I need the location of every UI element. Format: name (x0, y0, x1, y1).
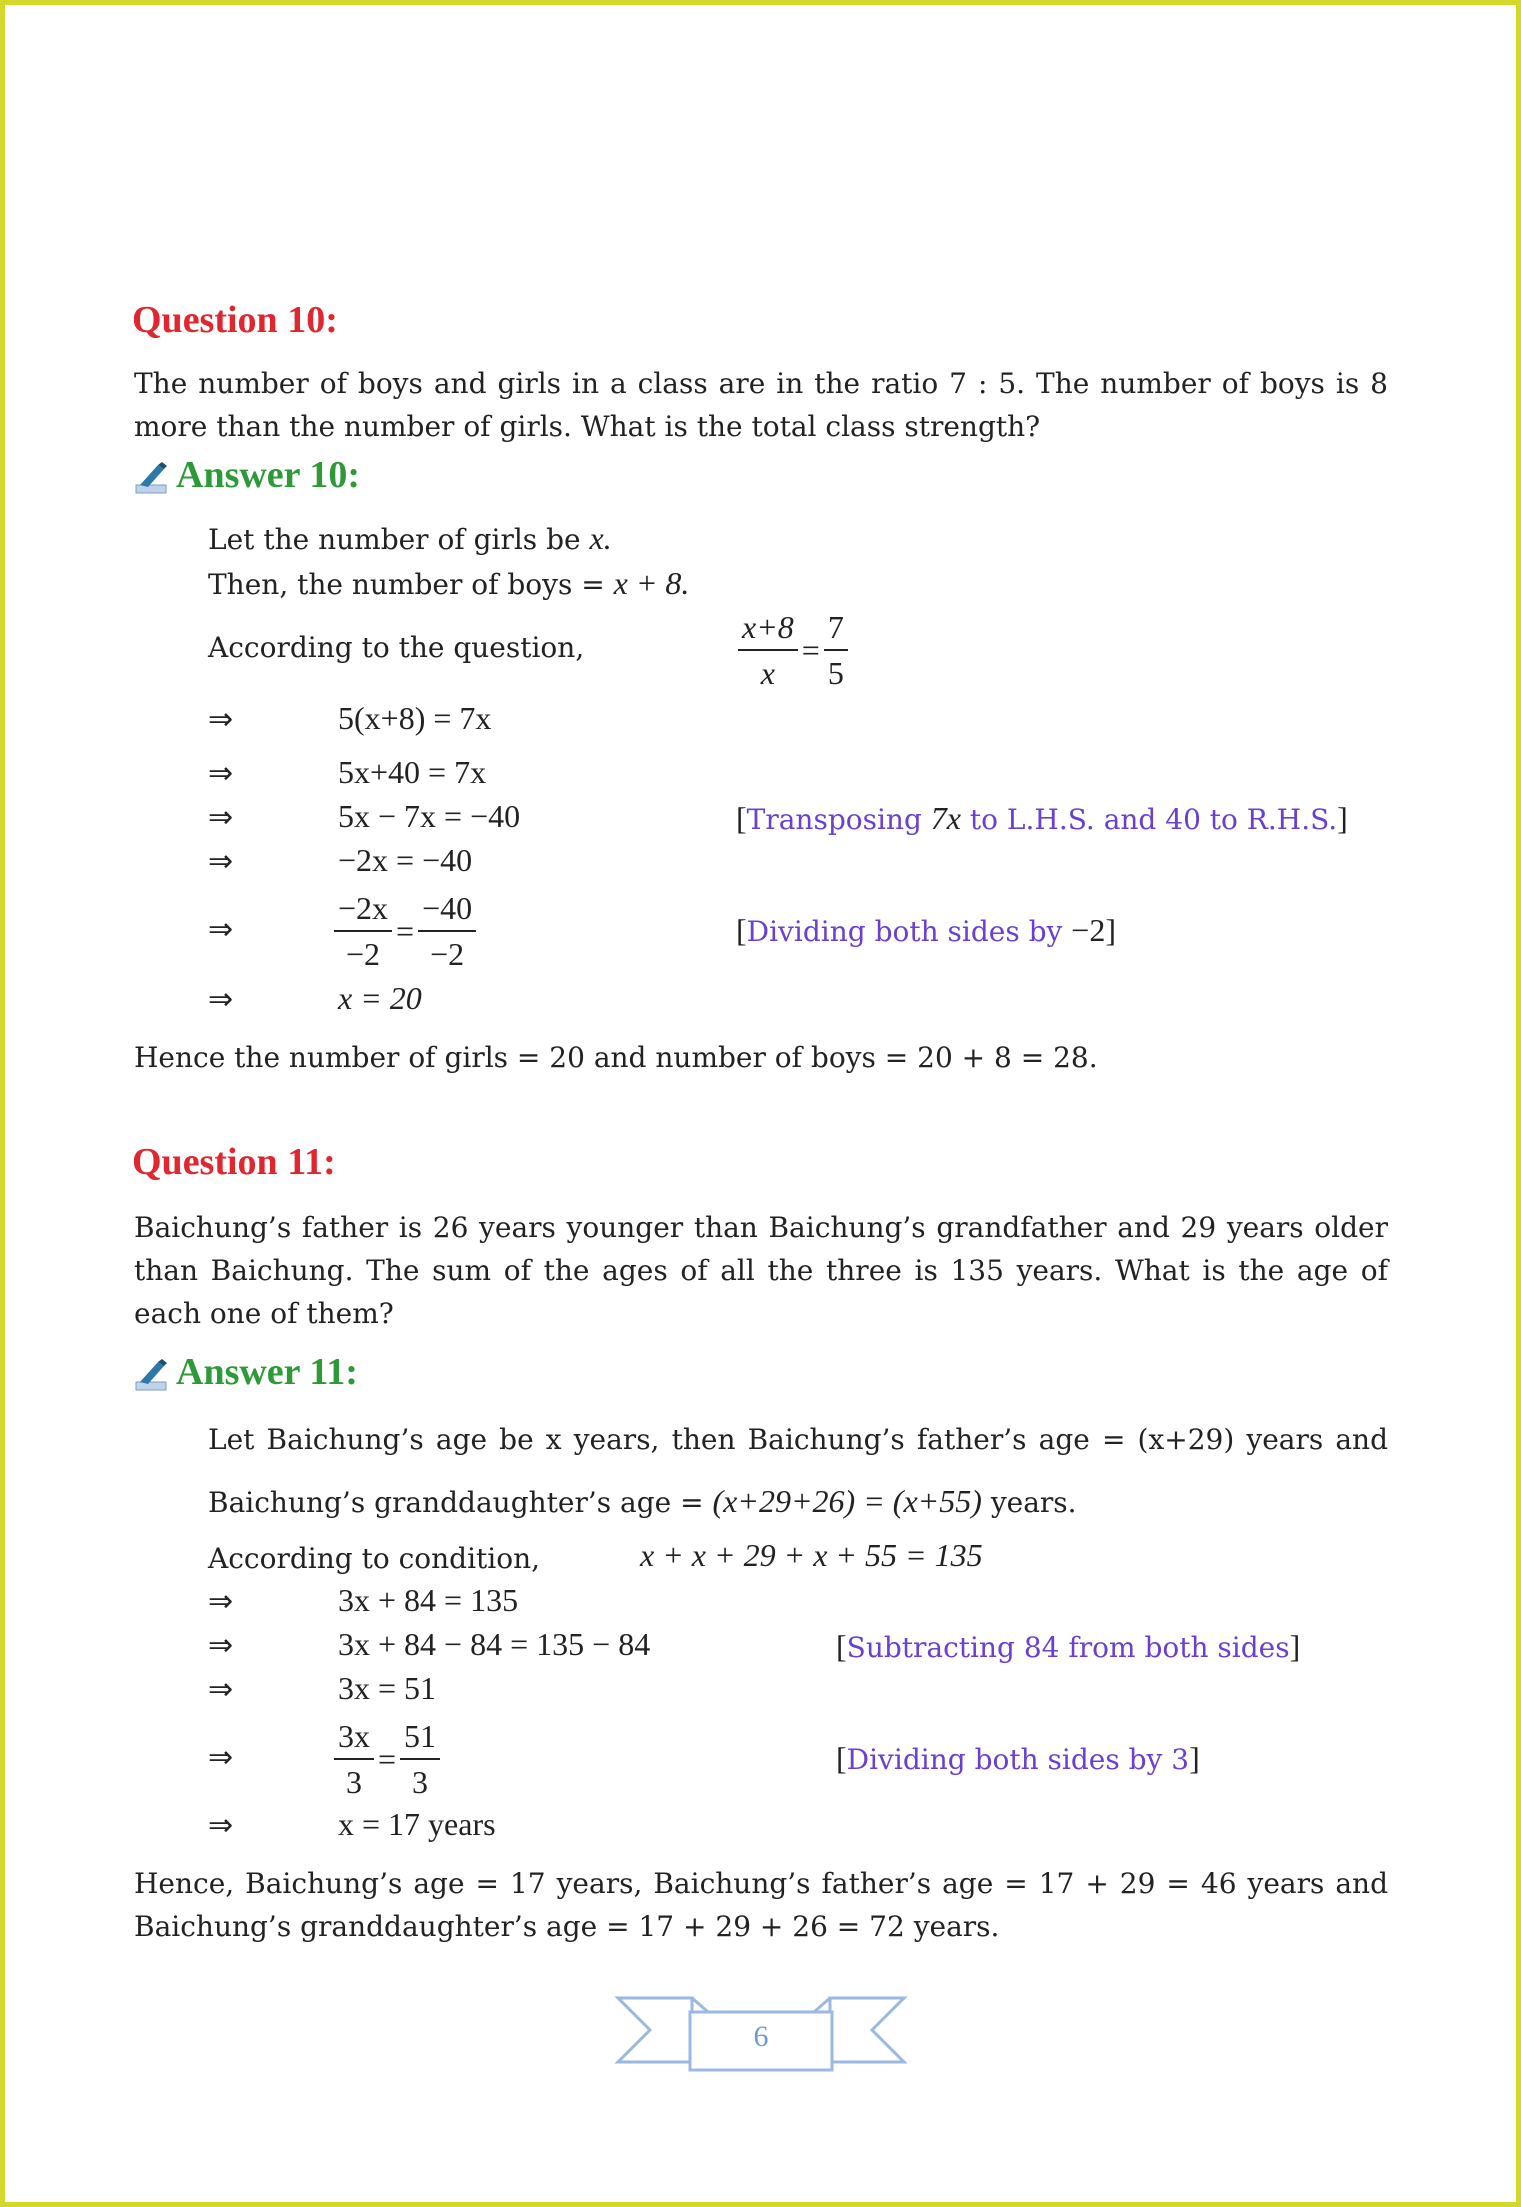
q11-conclusion: Hence, Baichung’s age = 17 years, Baichung’s father’s age = 17 + 29 = 46 years and Baichung’s granddaughter’s age = 17 + 29 + 26 = 72 years. (134, 1867, 1388, 1943)
q11-answer-line-2: Baichung’s granddaughter’s age = (x+29+26) = (x+55) years. (208, 1483, 1077, 1519)
pencil-logo-icon (134, 461, 172, 495)
q10-step-3-note: [Transposing 7x to L.H.S. and 40 to R.H.S.] (736, 800, 1348, 836)
q11-step-2-note: [Subtracting 84 from both sides] (836, 1628, 1301, 1664)
let-girls-text: Let the number of girls be (208, 523, 581, 556)
q10-step-6: x = 20 (338, 980, 422, 1016)
ratio-equation: $\frac{x+8}{x}$ = $\frac{7}{5}$ (738, 607, 848, 693)
boys-text: Then, the number of boys = (208, 568, 605, 601)
answer-10-heading-row (134, 453, 360, 497)
q10-step-2: 5x+40 = 7x (338, 754, 487, 790)
implies-arrow: ⇒ (208, 1672, 234, 1707)
q11-step-4-note: [Dividing both sides by 3] (836, 1740, 1200, 1776)
answer-10-line-2 (208, 562, 689, 606)
q11-step-5: x = 17 years (338, 1806, 496, 1842)
q11-step-2: 3x + 84 − 84 = 135 − 84 (338, 1626, 651, 1662)
implies-arrow: ⇒ (208, 912, 234, 947)
implies-arrow: ⇒ (208, 982, 234, 1017)
answer-10-line-1 (208, 517, 612, 561)
according-question-text: According to the question, (208, 631, 585, 664)
question-10-heading: Question 10: (132, 299, 338, 341)
q11-step-3: 3x = 51 (338, 1670, 437, 1706)
pencil-logo-icon (134, 1358, 172, 1392)
page-number: 6 (753, 2020, 769, 2053)
q11-answer-line-1: Let Baichung’s age be x years, then Baichung’s father’s age = (x+29) years and (208, 1423, 1388, 1456)
implies-arrow: ⇒ (208, 756, 234, 791)
implies-arrow: ⇒ (208, 702, 234, 737)
q10-conclusion: Hence the number of girls = 20 and number of boys = 20 + 8 = 28. (134, 1041, 1098, 1074)
q11-step-4: $\frac{3x}{3}$ = $\frac{51}{3}$ (334, 1716, 440, 1802)
question-11-heading: Question 11: (132, 1141, 336, 1183)
answer-11-heading-row (134, 1350, 358, 1394)
q10-step-4: −2x = −40 (338, 842, 473, 878)
according-condition-equation: x + x + 29 + x + 55 = 135 (640, 1537, 983, 1573)
implies-arrow: ⇒ (208, 1584, 234, 1619)
let-girls-var: x. (589, 520, 612, 556)
fraction-left: $\frac{x+8}{x}$ (738, 607, 798, 693)
implies-arrow: ⇒ (208, 1808, 234, 1843)
implies-arrow: ⇒ (208, 844, 234, 879)
fraction-right: $\frac{7}{5}$ (824, 607, 848, 693)
according-condition-text: According to condition, (208, 1542, 541, 1575)
q10-step-5: $\frac{-2x}{-2}$ = $\frac{-40}{-2}$ (334, 888, 476, 974)
q10-step-3: 5x − 7x = −40 (338, 798, 521, 834)
q10-step-1: 5(x+8) = 7x (338, 700, 492, 736)
answer-11-heading: Answer 11: (176, 1351, 358, 1393)
implies-arrow: ⇒ (208, 1740, 234, 1775)
question-11-text: Baichung’s father is 26 years younger than Baichung’s grandfather and 29 years older than Baichung. The sum of the ages of all the three is 135 years. What is the age of each one of them? (134, 1211, 1388, 1330)
implies-arrow: ⇒ (208, 800, 234, 835)
boys-expression: x + 8. (613, 565, 690, 601)
q11-step-1: 3x + 84 = 135 (338, 1582, 519, 1618)
q10-step-5-note: [Dividing both sides by −2] (736, 912, 1116, 948)
answer-10-heading: Answer 10: (176, 454, 361, 496)
question-10-text: The number of boys and girls in a class are in the ratio 7 : 5. The number of boys is 8 more than the number of girls. What is the total class strength? (134, 367, 1388, 443)
implies-arrow: ⇒ (208, 1628, 234, 1663)
